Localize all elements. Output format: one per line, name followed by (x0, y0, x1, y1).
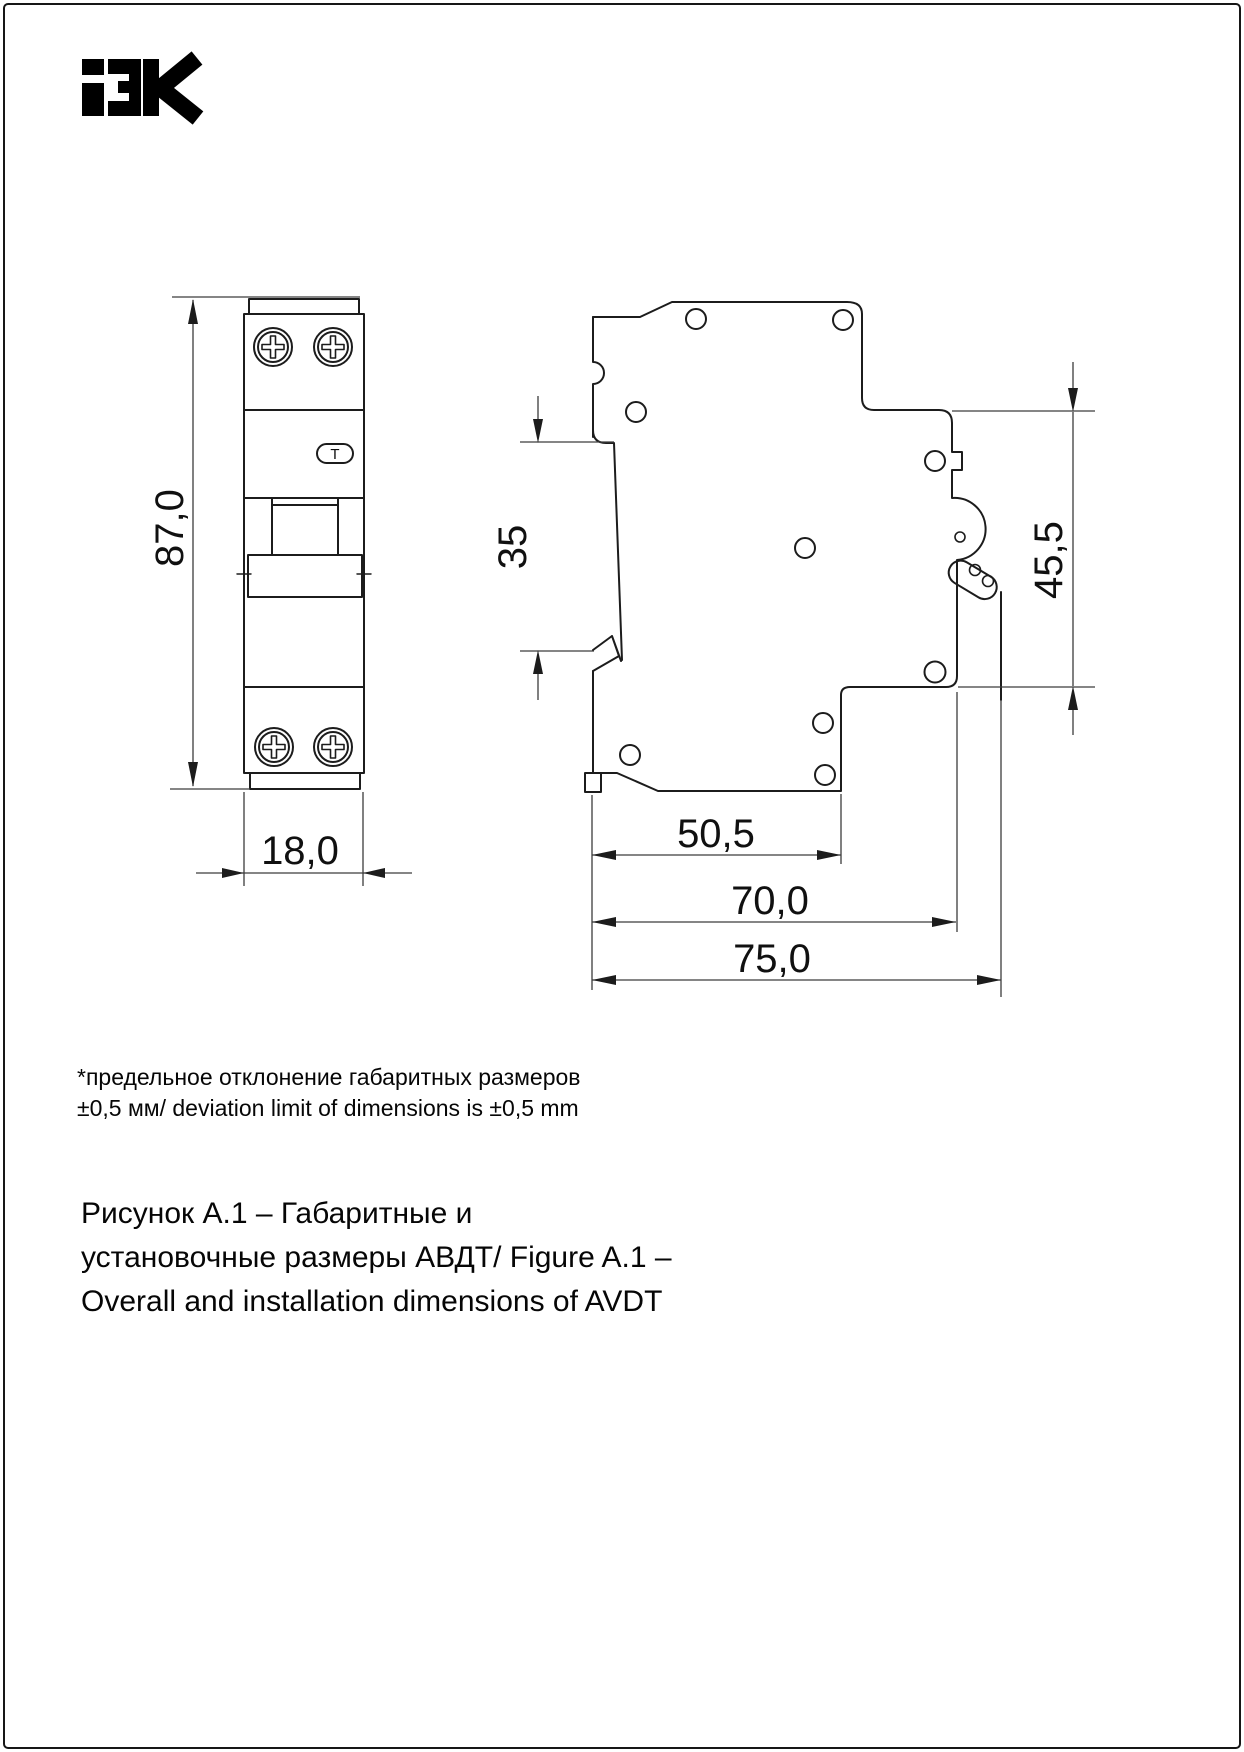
screw-terminal-top-right (314, 328, 352, 366)
rivet-hole (813, 713, 833, 733)
screw-terminal-bottom-left (255, 728, 293, 766)
dimension-depth-step (592, 794, 841, 864)
rivet-hole (626, 402, 646, 422)
dimension-din-rail (952, 362, 1095, 735)
logo-i-stem (82, 83, 104, 116)
latch-pivot-hole (955, 532, 965, 542)
figure-caption (81, 1192, 672, 1324)
figure-caption-line1: Рисунок А.1 – Габаритные и (81, 1197, 473, 1230)
logo-i-dot (82, 59, 104, 75)
front-foot (585, 773, 601, 792)
dim-label-50-5: 50,5 (677, 812, 755, 856)
rivet-hole (833, 310, 853, 330)
dim-label-75-0: 75,0 (733, 937, 811, 981)
front-top-cap (249, 299, 359, 314)
dimension-front-height (148, 297, 360, 789)
dim-label-70-0: 70,0 (731, 879, 809, 923)
rivet-hole (925, 662, 946, 683)
dimension-front-width (196, 792, 412, 886)
screw-terminal-top-left (254, 328, 292, 366)
logo-e-spine (129, 59, 141, 116)
side-outline (593, 302, 986, 791)
tolerance-note (77, 1062, 581, 1124)
tolerance-note-line1: *предельное отклонение габаритных размеров (77, 1064, 581, 1090)
rivet-hole (686, 309, 706, 329)
dimension-front-recess (491, 396, 614, 700)
figure-caption-line3: Overall and installation dimensions of AVDT (81, 1285, 663, 1318)
rivet-hole (795, 538, 815, 558)
logo-k-lower-arm (158, 86, 198, 118)
front-bottom-cap (250, 773, 360, 789)
test-button-label: T (330, 446, 340, 463)
iek-logo (82, 58, 198, 118)
dimension-depth-overall (592, 700, 1001, 997)
side-left-edge (593, 317, 604, 437)
dim-label-45-5: 45,5 (1027, 521, 1071, 599)
front-view (237, 299, 371, 789)
side-view (585, 302, 1001, 792)
tolerance-note-line2: ±0,5 мм/ deviation limit of dimensions is ±0,5 mm (77, 1095, 579, 1121)
screw-terminal-bottom-right (314, 728, 352, 766)
front-body (244, 314, 364, 773)
dim-label-35: 35 (491, 524, 535, 570)
figure-caption-line2: установочные размеры АВДТ/ Figure A.1 – (81, 1241, 672, 1274)
latch-hole-2 (983, 576, 994, 587)
dim-label-87: 87,0 (148, 489, 192, 567)
dimension-depth-body (592, 692, 957, 932)
rivet-hole (620, 745, 640, 765)
panel-snap-hook (593, 636, 621, 671)
toggle-dolly (272, 498, 338, 555)
side-front-face (593, 430, 622, 660)
rivet-hole (925, 451, 945, 471)
dim-label-18: 18,0 (261, 829, 339, 873)
toggle-handle (248, 555, 362, 597)
rivet-hole (815, 765, 835, 785)
